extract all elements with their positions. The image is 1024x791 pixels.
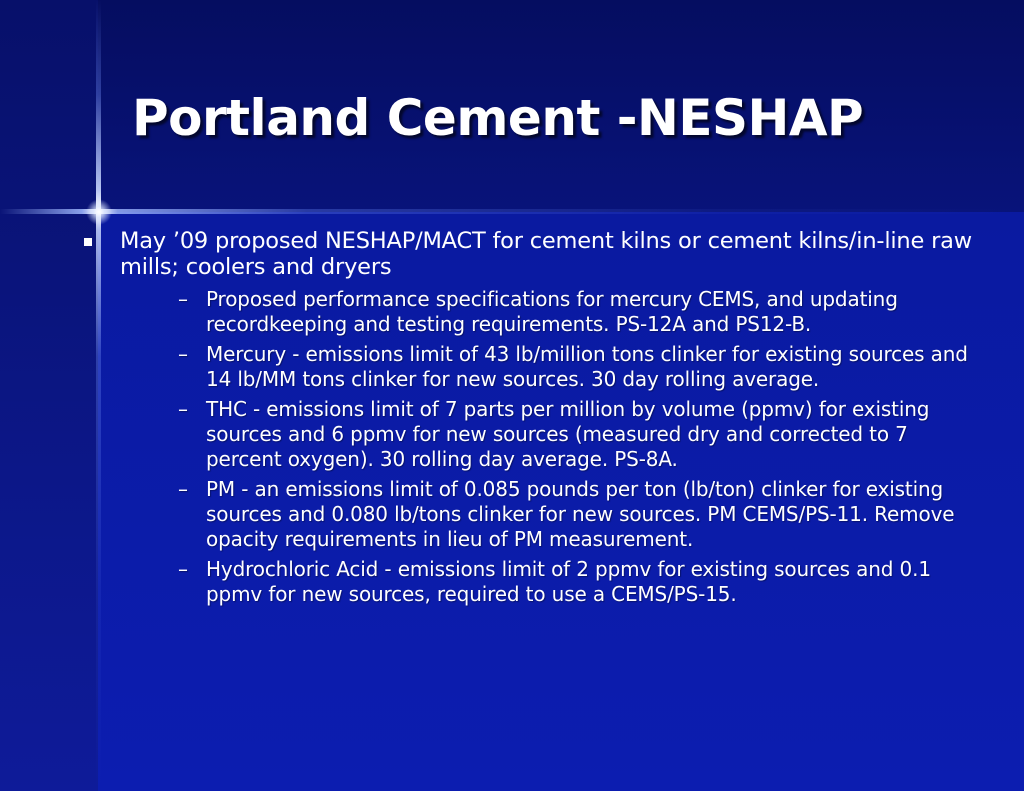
sub-bullet-list <box>120 287 978 607</box>
sub-bullet-text: Hydrochloric Acid - emissions limit of 2 ppmv for existing sources and 0.1 ppmv for new sources, required to use a CEMS/PS-15. <box>206 557 931 606</box>
dash-bullet-icon: – <box>178 557 188 581</box>
sub-bullet-item <box>176 557 978 607</box>
bullet-list <box>78 228 978 612</box>
light-flare-center <box>86 199 112 225</box>
square-bullet-icon <box>84 238 92 246</box>
sub-bullet-item <box>176 287 978 337</box>
sub-bullet-item <box>176 397 978 472</box>
sub-bullet-text: THC - emissions limit of 7 parts per million by volume (ppmv) for existing sources and 6 ppmv for new sources (measured dry and corrected to 7 percent oxygen). 30 rolling day average. PS-8A. <box>206 397 930 471</box>
dash-bullet-icon: – <box>178 477 188 501</box>
bullet-item <box>78 228 978 607</box>
sub-bullet-text: Mercury - emissions limit of 43 lb/million tons clinker for existing sources and 14 lb/MM tons clinker for new sources. 30 day rolling average. <box>206 342 968 391</box>
dash-bullet-icon: – <box>178 397 188 421</box>
sub-bullet-text: PM - an emissions limit of 0.085 pounds per ton (lb/ton) clinker for existing sources and 0.080 lb/tons clinker for new sources. PM CEMS/PS-11. Remove opacity requirements in lieu of PM measurement. <box>206 477 955 551</box>
dash-bullet-icon: – <box>178 287 188 311</box>
horizontal-light-flare <box>0 209 1024 214</box>
sub-bullet-item <box>176 342 978 392</box>
sub-bullet-item <box>176 477 978 552</box>
slide-title: Portland Cement -NESHAP <box>132 89 864 147</box>
bullet-text: May ’09 proposed NESHAP/MACT for cement kilns or cement kilns/in-line raw mills; coolers and dryers <box>120 228 972 280</box>
sub-bullet-text: Proposed performance specifications for mercury CEMS, and updating recordkeeping and testing requirements. PS-12A and PS12-B. <box>206 287 898 336</box>
dash-bullet-icon: – <box>178 342 188 366</box>
